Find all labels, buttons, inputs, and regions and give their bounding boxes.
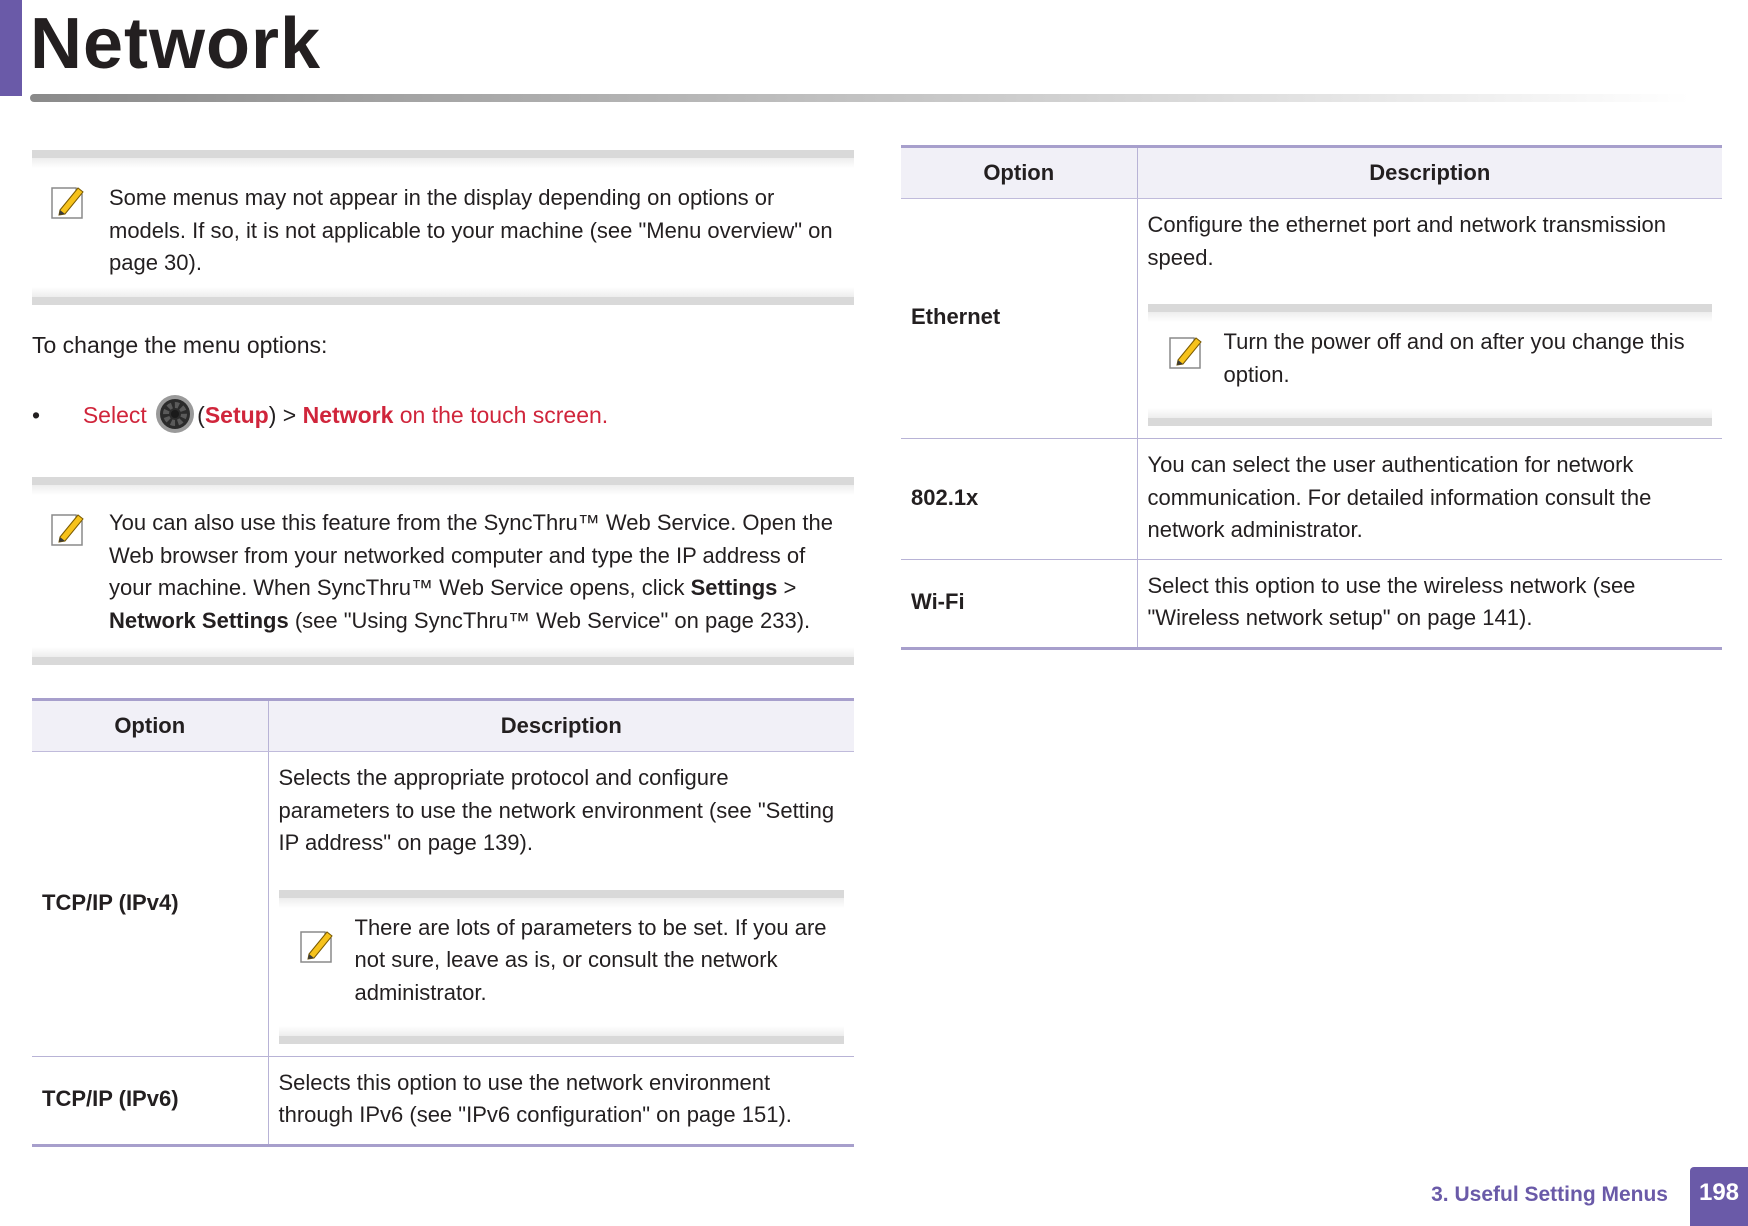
page-number: 198 bbox=[1690, 1167, 1748, 1226]
chapter-label: 3. Useful Setting Menus bbox=[1431, 1183, 1668, 1206]
network-settings-label: Network Settings bbox=[109, 607, 289, 633]
options-table-right bbox=[901, 145, 1722, 650]
note-pencil-icon bbox=[297, 926, 337, 966]
menu-arrow: > bbox=[282, 402, 297, 429]
note-pencil-icon bbox=[48, 509, 88, 549]
intro-text: To change the menu options: bbox=[32, 332, 328, 358]
column-header-option: Option bbox=[32, 700, 268, 752]
column-header-description: Description bbox=[268, 700, 854, 752]
note-syncthru bbox=[32, 477, 854, 665]
bullet: • bbox=[32, 402, 41, 429]
option-name: TCP/IP (IPv6) bbox=[32, 1056, 268, 1145]
description-text: Selects the appropriate protocol and configure parameters to use the network environment (see "Setting IP address" on page 139). bbox=[278, 765, 835, 855]
note-text bbox=[109, 507, 854, 637]
note-syncthru-text-1: You can also use this feature from the SyncThru™ Web Service. Open the Web browser from your networked computer and type the IP address of your machine. When SyncThru™ Web Service opens, click bbox=[109, 510, 833, 600]
page-title: Network bbox=[30, 4, 322, 84]
instruction-step bbox=[32, 397, 608, 437]
network-label: Network bbox=[302, 402, 394, 429]
setup-paren-open: ( bbox=[197, 402, 205, 429]
table-row bbox=[901, 439, 1722, 560]
description-text: Configure the ethernet port and network transmission speed. bbox=[1147, 212, 1667, 270]
note-text: Turn the power off and on after you change this option. bbox=[1223, 329, 1685, 387]
table-row bbox=[32, 1056, 854, 1145]
setup-label: Setup bbox=[204, 402, 269, 429]
option-description: Selects this option to use the network environment through IPv6 (see "IPv6 configuration" on page 151). bbox=[268, 1056, 854, 1145]
note-text: Some menus may not appear in the display depending on options or models. If so, it is not applicable to your machine (see "Menu overview" on page 30). bbox=[109, 185, 833, 275]
settings-arrow: > bbox=[783, 575, 797, 600]
table-row bbox=[901, 199, 1722, 439]
note-syncthru-text-2: (see "Using SyncThru™ Web Service" on page 233). bbox=[294, 607, 811, 633]
table-row bbox=[901, 559, 1722, 648]
table-header-row bbox=[901, 147, 1722, 199]
step-select-text: Select bbox=[82, 402, 147, 429]
note-menus-availability bbox=[32, 150, 854, 305]
option-name: Wi-Fi bbox=[901, 559, 1137, 648]
column-header-option: Option bbox=[901, 147, 1137, 199]
note-text: There are lots of parameters to be set. If you are not sure, leave as is, or consult the network administrator. bbox=[354, 914, 827, 1005]
inner-note bbox=[1148, 304, 1713, 426]
column-header-description: Description bbox=[1137, 147, 1722, 199]
settings-label: Settings bbox=[690, 575, 778, 600]
note-pencil-icon bbox=[1166, 332, 1206, 372]
setup-paren-close: ) bbox=[268, 402, 277, 429]
header-accent-bar bbox=[0, 0, 22, 96]
inner-note bbox=[279, 890, 845, 1044]
option-description bbox=[268, 752, 854, 1057]
option-name: TCP/IP (IPv4) bbox=[32, 752, 268, 1057]
option-name: 802.1x bbox=[901, 439, 1137, 560]
option-description: You can select the user authentication for network communication. For detailed information consult the network administrator. bbox=[1137, 439, 1722, 560]
table-row bbox=[32, 752, 854, 1057]
option-description bbox=[1137, 199, 1722, 439]
title-divider bbox=[30, 94, 1690, 102]
step-suffix: on the touch screen. bbox=[399, 402, 609, 429]
note-pencil-icon bbox=[48, 182, 88, 222]
setup-gear-icon bbox=[155, 394, 195, 434]
option-description: Select this option to use the wireless network (see "Wireless network setup" on page 141). bbox=[1137, 559, 1722, 648]
table-header-row bbox=[32, 700, 854, 752]
option-name: Ethernet bbox=[901, 199, 1137, 439]
options-table-left bbox=[32, 698, 854, 1147]
